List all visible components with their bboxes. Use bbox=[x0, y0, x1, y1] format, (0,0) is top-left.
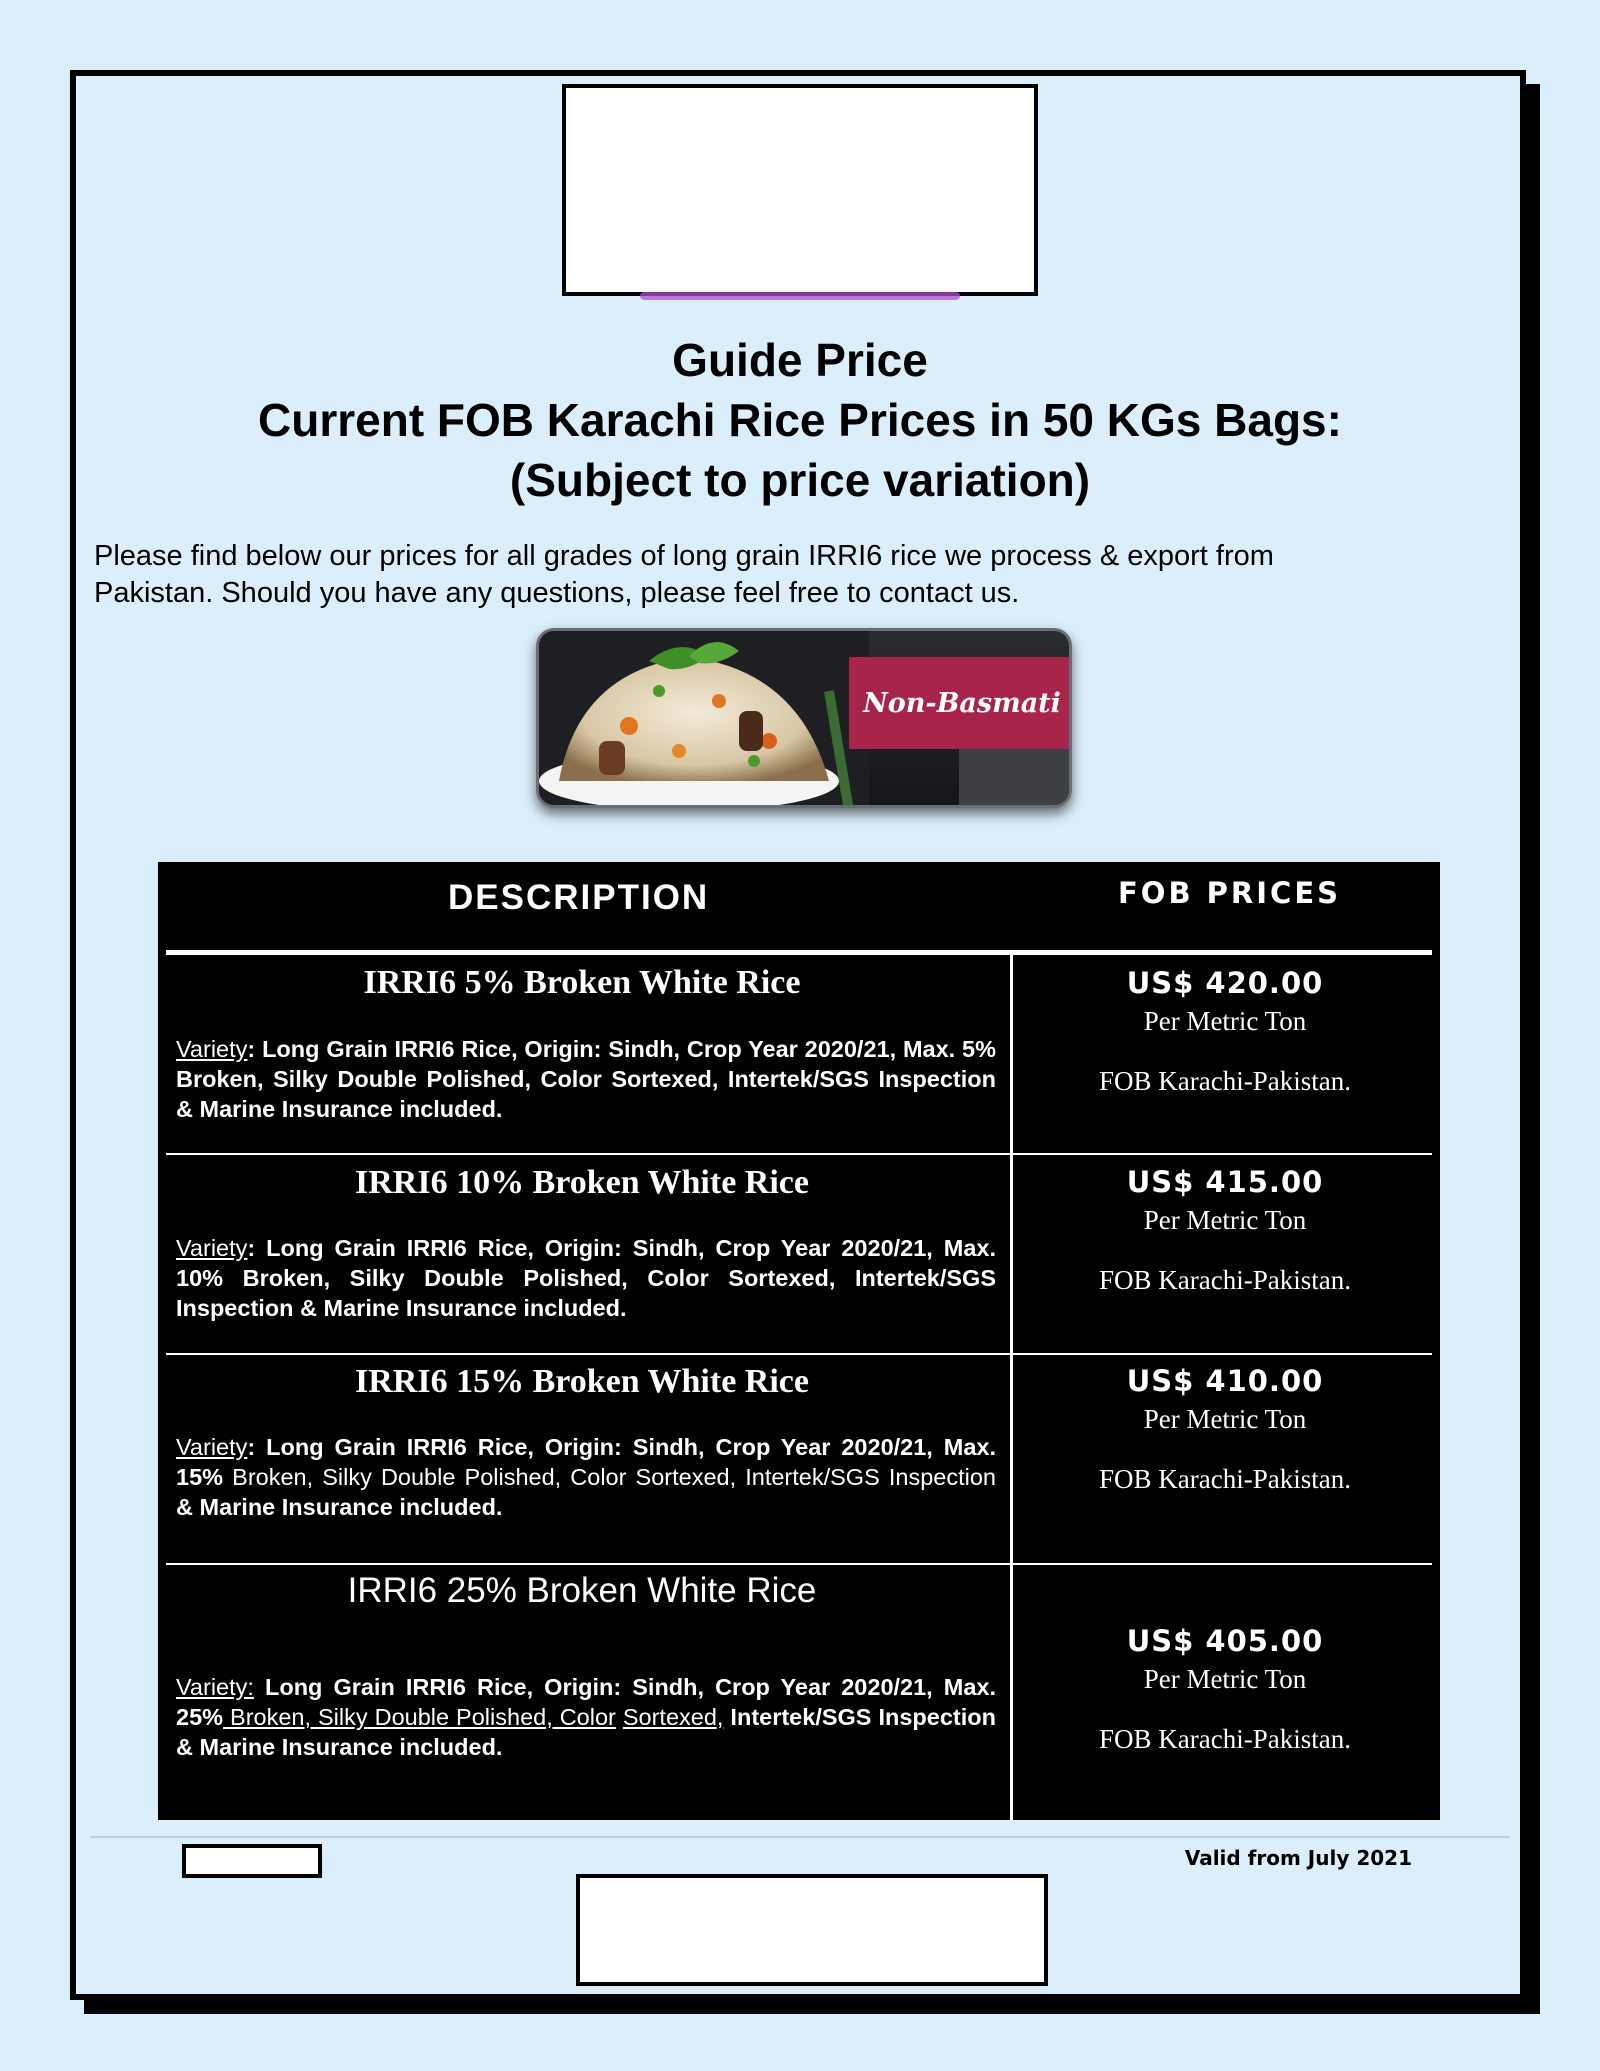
header-description: DESCRIPTION bbox=[448, 878, 710, 917]
row-terms: FOB Karachi-Pakistan. bbox=[1099, 1265, 1351, 1295]
footer-small-placeholder bbox=[182, 1844, 322, 1878]
column-divider bbox=[1010, 955, 1013, 1820]
intro-line-1: Please find below our prices for all grades of long grain IRRI6 rice we process & export from bbox=[94, 540, 1274, 572]
banner-dark-panel bbox=[959, 749, 1072, 808]
row-unit: Per Metric Ton bbox=[1143, 1664, 1307, 1694]
row-desc-plain: Broken, Silky Double Polished, Color Sortexed, Intertek/SGS Inspection bbox=[223, 1464, 996, 1490]
footer-placeholder bbox=[576, 1874, 1048, 1986]
row-unit: Per Metric Ton bbox=[1143, 1205, 1307, 1235]
variety-label: Variety bbox=[176, 1235, 248, 1261]
row-desc-plain-1: Broken, Silky Double Polished, Color bbox=[223, 1704, 616, 1730]
row-price: US$ 415.00 bbox=[1126, 1165, 1324, 1199]
row-desc-bold-1: Long Grain IRRI6 Rice, Origin: Sindh, Crop Year 2020/21, Max. 25% bbox=[176, 1674, 996, 1730]
row-description bbox=[176, 1233, 996, 1323]
row-price: US$ 405.00 bbox=[1126, 1624, 1324, 1658]
row-desc-plain-2: Sortexed, bbox=[622, 1704, 724, 1730]
row-description bbox=[176, 1432, 996, 1522]
header-divider bbox=[166, 950, 1432, 955]
row-divider bbox=[166, 1353, 1432, 1355]
row-price: US$ 420.00 bbox=[1126, 966, 1324, 1000]
price-table bbox=[158, 862, 1440, 1820]
banner-ribbon bbox=[849, 657, 1072, 749]
intro-paragraph bbox=[94, 538, 1474, 612]
row-terms: FOB Karachi-Pakistan. bbox=[1099, 1066, 1351, 1096]
row-divider bbox=[166, 1153, 1432, 1155]
row-description bbox=[176, 1672, 996, 1762]
rice-bowl-icon bbox=[539, 631, 869, 808]
title-subject: (Subject to price variation) bbox=[509, 454, 1091, 506]
banner-label: Non-Basmati bbox=[863, 687, 1061, 719]
row-desc-bold-2: Intertek/SGS Inspection & Marine Insurance included. bbox=[176, 1704, 996, 1760]
variety-label: Variety: bbox=[176, 1674, 254, 1700]
row-unit: Per Metric Ton bbox=[1143, 1404, 1307, 1434]
row-unit: Per Metric Ton bbox=[1143, 1006, 1307, 1036]
row-desc-text: : Long Grain IRRI6 Rice, Origin: Sindh, Crop Year 2020/21, Max. 10% Broken, Silky Double Polished, Color Sortexed, Intertek/SGS Inspection & Marine Insurance included. bbox=[176, 1235, 996, 1321]
row-divider bbox=[166, 1563, 1432, 1565]
row-terms: FOB Karachi-Pakistan. bbox=[1099, 1464, 1351, 1494]
non-basmati-banner bbox=[536, 628, 1072, 808]
row-desc-bold-2: & Marine Insurance included. bbox=[176, 1494, 503, 1520]
header-fob-prices: FOB PRICES bbox=[1118, 876, 1342, 910]
row-desc-bold-1: : Long Grain IRRI6 Rice, Origin: Sindh, Crop Year 2020/21, Max. 15% bbox=[176, 1434, 996, 1490]
row-description bbox=[176, 1034, 996, 1124]
row-price: US$ 410.00 bbox=[1126, 1364, 1324, 1398]
title-main: Current FOB Karachi Rice Prices in 50 KGs Bags: bbox=[258, 394, 1342, 446]
title-guide-price: Guide Price bbox=[672, 334, 928, 386]
intro-line-2: Pakistan. Should you have any questions, please feel free to contact us. bbox=[94, 577, 1020, 609]
logo-placeholder bbox=[562, 84, 1038, 296]
row-desc-text: : Long Grain IRRI6 Rice, Origin: Sindh, Crop Year 2020/21, Max. 5% Broken, Silky Double Polished, Color Sortexed, Intertek/SGS Inspection & Marine Insurance included. bbox=[176, 1036, 996, 1122]
logo-underglow bbox=[640, 292, 960, 300]
row-title: IRRI6 10% Broken White Rice bbox=[355, 1164, 809, 1201]
valid-date: Valid from July 2021 bbox=[1184, 1846, 1412, 1870]
bottom-divider bbox=[90, 1836, 1510, 1838]
variety-label: Variety bbox=[176, 1036, 248, 1062]
row-title: IRRI6 5% Broken White Rice bbox=[363, 964, 801, 1001]
variety-label: Variety bbox=[176, 1434, 248, 1460]
row-terms: FOB Karachi-Pakistan. bbox=[1099, 1724, 1351, 1754]
row-title: IRRI6 15% Broken White Rice bbox=[355, 1363, 809, 1400]
row-title: IRRI6 25% Broken White Rice bbox=[347, 1571, 817, 1610]
